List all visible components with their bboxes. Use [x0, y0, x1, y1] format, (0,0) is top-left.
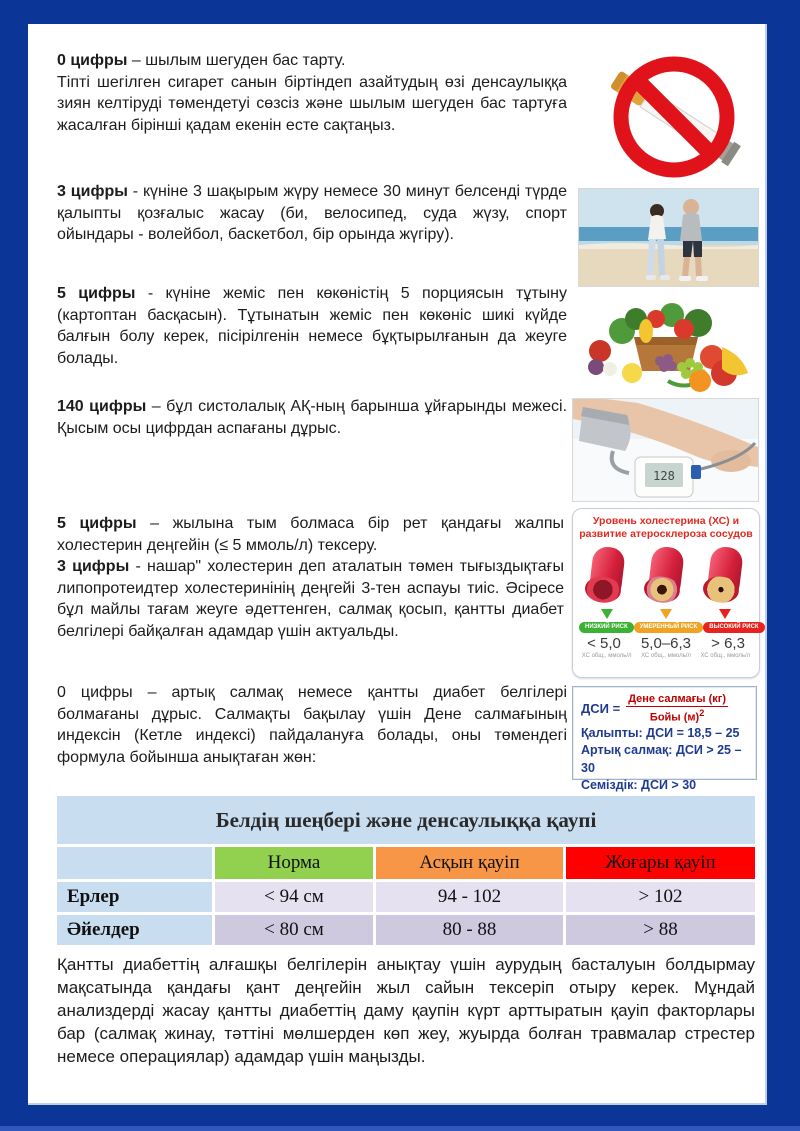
cholesterol-card-title: Уровень холестерина (ХС) и развитие атеросклероза сосудов	[579, 515, 753, 540]
green-arrow-icon	[601, 609, 613, 619]
moderate-plaque-vessel-icon	[647, 545, 685, 601]
bottom-edge-stripe	[0, 1126, 800, 1131]
women-high-cell: > 88	[566, 915, 755, 945]
beach-walk-photo	[579, 189, 758, 286]
header-high-cell: Жоғары қауіп	[566, 847, 755, 879]
cholesterol-check-line: 5 цифры – жылына тым болмаса бір рет қандағы жалпы холестерин деңгейін (≤ 5 ммоль/л) тексеру.	[57, 515, 565, 554]
paragraph-fruits: 5 цифры - күніне жеміс пен көкөністің 5 порциясын тұтыну (картоптан басқасын). Тұтынатын жеміс пен көкөніс шикі күйде балғын болу керек, пісірілгенін немесе бұқтырылғанын да жеуге болады.	[57, 285, 568, 367]
risk-labels	[577, 622, 759, 633]
healthy-vessel-icon	[588, 545, 626, 601]
header-elevated-cell: Асқын қауіп	[376, 847, 563, 879]
bmi-obese-line: Семіздік: ДСИ > 30	[581, 778, 697, 793]
fruits-image	[572, 289, 760, 395]
blood-pressure-photo	[573, 399, 758, 501]
bmi-formula	[581, 693, 748, 725]
beach-walk-image	[578, 188, 759, 287]
paragraph-body: Тіпті шегілген сигарет санын біртіндеп азайтудың өзі денсаулыққа зиян келтіруді төмендетуі сөзсіз және шылым шегуден бас тартуға жасалған бірінші қадам екенін есте сақтаңыз.	[57, 73, 567, 134]
row-women-label: Әйелдер	[57, 915, 212, 945]
fruit-basket-icon	[572, 289, 760, 395]
high-risk-badge: ВЫСОКИЙ РИСК	[703, 622, 764, 633]
paragraph-bmi: 0 цифры – артық салмақ немесе қантты диабет белгілері болмағаны дұрыс. Салмақты бақылау үшін Дене салмағының индексін (Кетле индексі) пайдалануға болады, оны төмендегі формула бойынша анықтаған жөн:	[57, 684, 567, 766]
no-smoking-icon	[588, 55, 760, 182]
risk-arrows	[577, 609, 755, 619]
high-value: > 6,3	[711, 635, 745, 652]
no-smoking-image	[588, 55, 760, 182]
table-grid	[57, 847, 755, 945]
document-page	[28, 24, 767, 1105]
header-blank-cell	[57, 847, 212, 879]
men-high-cell: > 102	[566, 882, 755, 912]
row-men-label: Ерлер	[57, 882, 212, 912]
medium-value: 5,0–6,3	[640, 635, 692, 652]
header-norm-cell: Норма	[215, 847, 373, 879]
red-arrow-icon	[719, 609, 731, 619]
paragraph-diabetes: Қантты диабеттің алғашқы белгілерін анықтау үшін аурудың басталуын болдырмау мақсатында қандағы қант деңгейін жыл сайын тексеріп отыру керек. Мұндай анализдерді жасау қантты диабеттің даму қаупін күрт арттыратын қауіп факторлары бар (салмақ жинау, тәттіні мөлшерден көп жеу, жуырда болған травмалар стрестер немесе операциялар) адамдар үшін маңызды.	[57, 955, 755, 1066]
bmi-normal-line: Қалыпты: ДСИ = 18,5 – 25	[581, 725, 740, 740]
table-title: Белдің шеңбері және денсаулыққа қаупі	[57, 796, 755, 844]
waist-risk-table	[57, 796, 755, 945]
value-captions: ХС общ., ммоль/л ХС общ., ммоль/л ХС общ., ммоль/л	[581, 653, 751, 659]
ldl-line: 3 цифры - нашар" холестерин деп аталатын төмен тығыздықтағы липопротеидтер холестеринінің деңгейі 3-тен аспауы тиіс. Әсіресе бұл майлы тағам жеуге әдеттенген, салмақ қосып, қантты диабет белгілері байқалған адамдар үшін актуальды.	[57, 558, 564, 640]
orange-arrow-icon	[660, 609, 672, 619]
men-norm-cell: < 94 см	[215, 882, 373, 912]
vessel-illustrations	[577, 547, 755, 605]
cholesterol-values	[577, 635, 755, 652]
paragraph-blood-pressure: 140 цифры – бұл систолалық АҚ-ның барынша ұйғарынды межесі. Қысым осы цифрдан аспағаны дұрыс.	[57, 398, 568, 437]
women-elevated-cell: 80 - 88	[376, 915, 563, 945]
paragraph-walking: 3 цифры - күніне 3 шақырым жүру немесе 30 минут белсенді түрде қалыпты қозғалыс жасау (би, велосипед, суда жүзу, спорт ойындары - волейбол, баскетбол, бір орында жүгіру).	[57, 183, 568, 243]
blocked-vessel-icon	[706, 545, 744, 601]
blood-pressure-image	[572, 398, 759, 502]
bmi-formula-box	[572, 686, 757, 793]
men-elevated-cell: 94 - 102	[376, 882, 563, 912]
paragraph-quit-smoking	[57, 50, 567, 136]
bmi-label: ДСИ =	[581, 701, 621, 717]
low-risk-badge: НИЗКИЙ РИСК	[579, 622, 634, 633]
bmi-fraction: $\frac{\text{Дене салмағы (кг)}}{Бойы (м)^2}$	[628, 693, 727, 724]
paragraph-lead-line: 0 цифры – шылым шегуден бас тарту.	[57, 52, 346, 69]
medium-risk-badge: УМЕРЕННЫЙ РИСК	[634, 622, 704, 633]
cholesterol-levels-card	[572, 508, 760, 678]
svg-text:128: 128	[653, 469, 675, 483]
low-value: < 5,0	[587, 635, 621, 652]
bmi-overweight-line: Артық салмақ: ДСИ > 25 – 30	[581, 743, 742, 775]
women-norm-cell: < 80 см	[215, 915, 373, 945]
paragraph-cholesterol	[57, 513, 564, 642]
